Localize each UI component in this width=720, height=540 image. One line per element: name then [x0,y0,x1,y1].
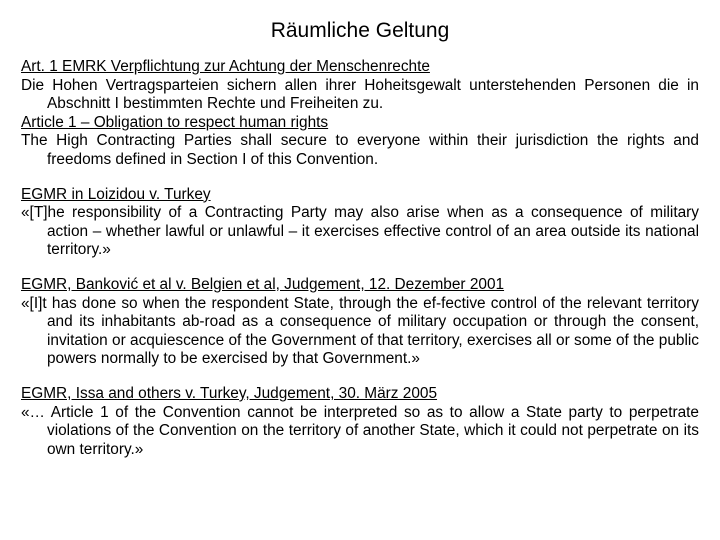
section-text: Die Hohen Vertragsparteien sichern allen ihrer Hoheitsgewalt unterstehenden Personen die in Abschnitt I bestimmten Rechte und Freiheiten zu. [21,76,699,113]
case-heading: EGMR in Loizidou v. Turkey [21,185,211,203]
case-heading: EGMR, Issa and others v. Turkey, Judgement, 30. März 2005 [21,384,438,402]
section-heading-english: Article 1 – Obligation to respect human rights [21,113,329,131]
spacer [21,369,699,385]
case-quote: «[T]he responsibility of a Contracting Party may also arise when as a consequence of military action – whether lawful or unlawful – it exercises effective control of an area outside its national territory.» [21,204,699,259]
section-issa [21,385,699,459]
spacer [21,170,699,186]
section-text-english: The High Contracting Parties shall secure to everyone within their jurisdiction the rights and freedoms defined in Section I of this Convention. [21,132,699,168]
slide-content [21,58,699,459]
section-bankovic [21,276,699,369]
case-heading: EGMR, Banković et al v. Belgien et al, Judgement, 12. Dezember 2001 [21,275,505,293]
case-quote: «… Article 1 of the Convention cannot be interpreted so as to allow a State party to perpetrate violations of the Convention on the territory of another State, which it could not perpetrate on its own territory.» [21,403,699,458]
section-art1 [21,58,699,170]
spacer [21,260,699,276]
slide-title: Räumliche Geltung [270,19,450,42]
section-loizidou [21,186,699,260]
case-quote: «[I]t has done so when the respondent State, through the ef-fective control of the relevant territory and its inhabitants ab-road as a consequence of military occupation or through the consent, invitation or acquiescence of the Government of that territory, exercises all or some of the public powers normally to be exercised by that Government.» [21,294,699,368]
section-heading: Art. 1 EMRK Verpflichtung zur Achtung der Menschenrechte [21,58,430,75]
